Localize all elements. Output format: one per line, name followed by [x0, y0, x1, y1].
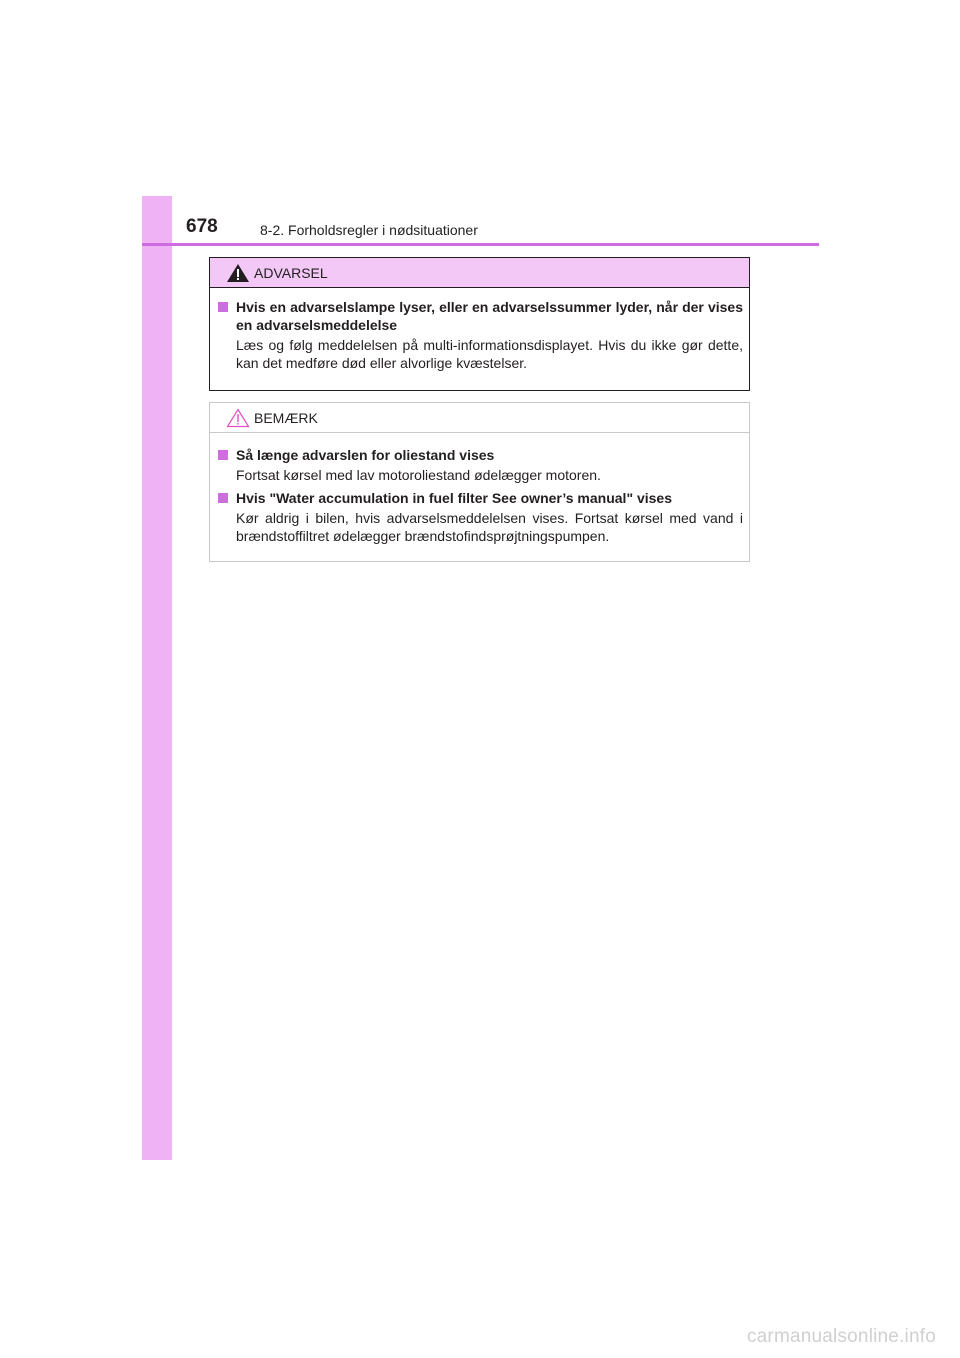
- warning-item-title: [218, 298, 743, 334]
- square-bullet-icon: [218, 302, 228, 312]
- warning-triangle-outline-icon: [226, 408, 250, 428]
- warning-box: [209, 257, 750, 391]
- square-bullet-icon: [218, 493, 228, 503]
- notice-item: [218, 489, 743, 545]
- notice-box: [209, 402, 750, 562]
- notice-item-text: Fortsat kørsel med lav motoroliestand ødelægger motoren.: [236, 467, 601, 483]
- warning-box-body: [210, 288, 749, 372]
- notice-item-title-text: Så længe advarslen for oliestand vises: [236, 447, 495, 463]
- warning-item-title-text: Hvis en advarselslampe lyser, eller en advarselssummer lyder, når der vises en advarselsmeddelelse: [236, 299, 743, 333]
- warning-item-text: Læs og følg meddelelsen på multi-informationsdisplayet. Hvis du ikke gør dette, kan det medføre død eller alvorlige kvæstelser.: [236, 337, 743, 371]
- notice-box-header: [210, 403, 749, 433]
- notice-item-title: [218, 489, 743, 507]
- side-strip: [142, 196, 172, 1160]
- watermark: carmanualsonline.info: [746, 1326, 936, 1347]
- header-rule: [142, 243, 819, 246]
- warning-triangle-filled-icon: [226, 263, 250, 283]
- square-bullet-icon: [218, 450, 228, 460]
- notice-item-title: [218, 446, 743, 464]
- warning-box-header: [210, 258, 749, 288]
- warning-item: [218, 298, 743, 372]
- notice-item-title-text: Hvis "Water accumulation in fuel filter See owner’s manual" vises: [236, 490, 673, 506]
- notice-box-label: BEMÆRK: [254, 409, 318, 426]
- notice-box-body: [210, 433, 749, 545]
- page-number: 678: [186, 216, 218, 237]
- notice-item-text: Kør aldrig i bilen, hvis advarselsmeddelelsen vises. Fortsat kørsel med vand i brændstoffiltret ødelægger brændstofindsprøjtningspumpen.: [236, 510, 743, 544]
- notice-item: [218, 446, 743, 484]
- section-title: 8-2. Forholdsregler i nødsituationer: [260, 222, 478, 238]
- warning-box-label: ADVARSEL: [254, 264, 328, 281]
